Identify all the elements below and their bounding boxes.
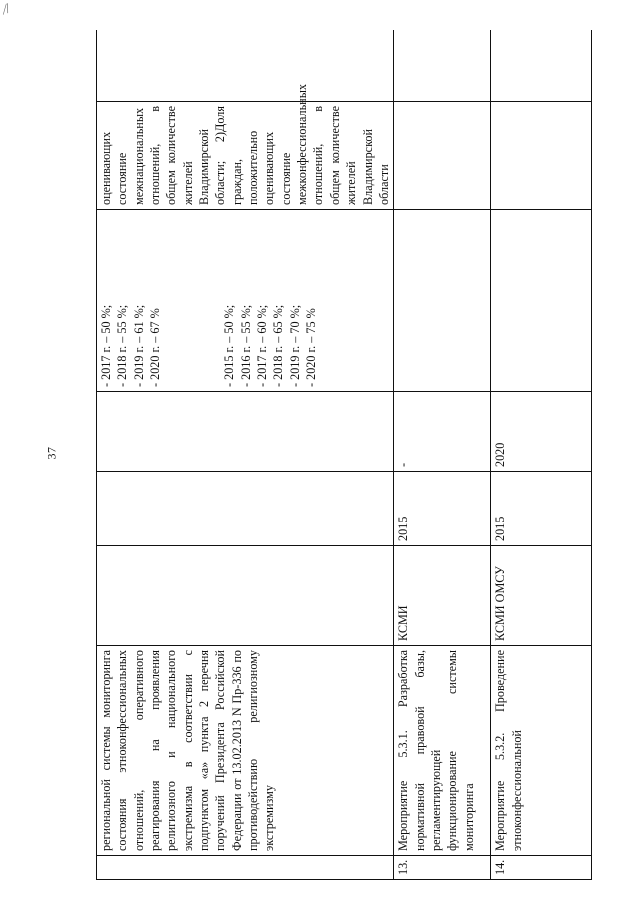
program-table <box>96 30 592 880</box>
target-line: - 2019 г. – 70 %; <box>287 304 302 387</box>
rotated-table-wrapper <box>96 30 596 880</box>
row-number <box>97 856 394 880</box>
rest-cell <box>97 30 394 102</box>
target-values <box>491 210 592 392</box>
rest-cell <box>394 30 491 102</box>
table-row-continuation <box>97 30 394 880</box>
executor: КСМИ <box>394 546 491 646</box>
start-year <box>97 472 394 546</box>
target-values <box>97 210 394 392</box>
target-line: - 2017 г. – 50 %; <box>99 304 113 387</box>
target-values-group-1 <box>98 214 163 387</box>
indicator-text: оценивающих состояние межнациональных отношений, в общем количестве жителей Владимирской области; 2)Доля граждан, положительно оценивающих состояние межконфессиональных отношений, в общем количестве жителей Владимирской области <box>97 102 394 210</box>
end-year: - <box>394 392 491 472</box>
target-values <box>394 210 491 392</box>
measure-name: региональной системы мониторинга состояния этноконфессиональных отношений, оперативного реагирования на проявления религиозного и национального экстремизма в соответствии с подпунктом «а» пункта 2 перечня поручений Президента Российской Федерации от 13.02.2013 N Пр-336 по противодействию религиозному экстремизму <box>97 646 394 856</box>
executor <box>97 546 394 646</box>
target-values-group-2 <box>221 214 319 387</box>
target-line: - 2018 г. – 55 %; <box>115 304 130 387</box>
end-year <box>97 392 394 472</box>
measure-name: Мероприятие 5.3.1. Разработка нормативной правовой базы, регламентирующей функционирование системы мониторинга <box>394 646 491 856</box>
indicator-text <box>491 102 592 210</box>
table-row-13 <box>394 30 491 880</box>
target-line: - 2020 г. – 67 % <box>148 308 163 387</box>
table-row-14 <box>491 30 592 880</box>
target-line: - 2020 г. – 75 % <box>304 308 319 387</box>
target-line: - 2019 г. – 61 %; <box>131 304 146 387</box>
start-year: 2015 <box>394 472 491 546</box>
target-line: - 2017 г. – 60 %; <box>255 304 270 387</box>
page-number: 37 <box>44 446 59 460</box>
spacer <box>163 214 221 387</box>
target-line: - 2018 г. – 65 %; <box>271 304 286 387</box>
target-line: - 2015 г. – 50 %; <box>222 304 237 387</box>
indicator-text <box>394 102 491 210</box>
end-year: 2020 <box>491 392 592 472</box>
row-number: 13. <box>394 856 491 880</box>
target-line: - 2016 г. – 55 %; <box>238 304 253 387</box>
corner-mark: ⁄/ <box>1 1 13 18</box>
row-number: 14. <box>491 856 592 880</box>
executor: КСМИ ОМСУ <box>491 546 592 646</box>
table-region <box>96 30 596 880</box>
measure-name: Мероприятие 5.3.2. Проведение этноконфессиональной <box>491 646 592 856</box>
start-year: 2015 <box>491 472 592 546</box>
rest-cell <box>491 30 592 102</box>
